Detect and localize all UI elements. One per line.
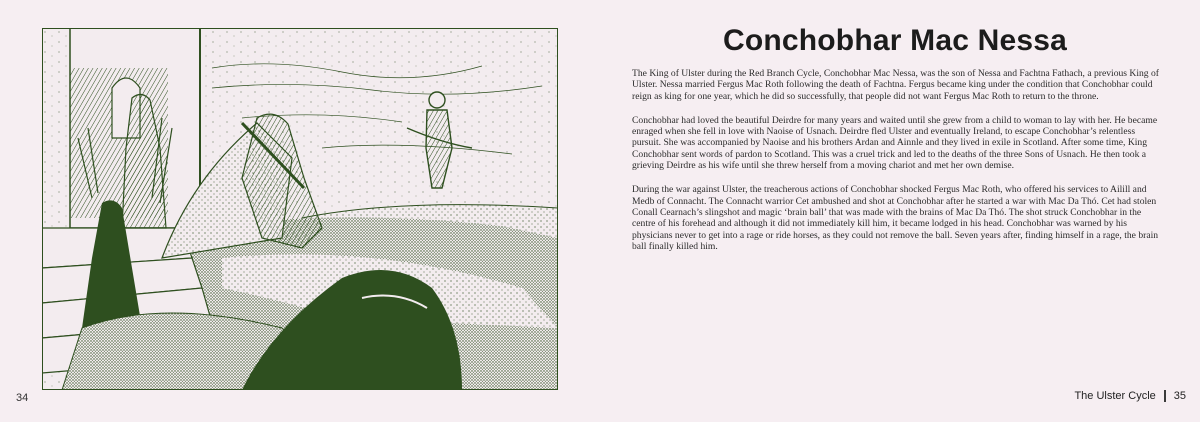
left-page-number: 34 <box>16 392 29 404</box>
footer-divider <box>1164 390 1166 402</box>
article-body <box>632 68 1164 265</box>
page-title: Conchobhar Mac Nessa <box>722 24 1068 57</box>
paragraph-1: The King of Ulster during the Red Branch Cycle, Conchobhar Mac Nessa, was the son of Nessa and Fachtna Fathach, a previous King of Ulster. Nessa married Fergus Mac Roth following the death of Fachtna. Fergus became king under the condition that Conchobhar could reign as king for one year, which he did so successfully, that people did not want Fergus Mac Roth to return to the throne. <box>632 68 1159 102</box>
running-footer <box>1074 390 1186 402</box>
paragraph-3: During the war against Ulster, the treacherous actions of Conchobhar shocked Fergus Mac Roth, who offered his services to Ailill and Medb of Connacht. The Connacht warrior Cet ambushed and shot at Conchobhar after he started a war with Mac Da Thó. Cet had stolen Conall Cearnach’s slingshot and magic ‘brain ball’ that was made with the brains of Mac Da Thó. The shot struck Conchobhar in the centre of his forehead and although it did not immediately kill him, it became lodged in his head. Conchobhar was warned by his physicians never to get into a rage or ride horses, as they could not remove the ball. Seven years after, finding himself in a rage, the brain ball finally killed him. <box>632 184 1159 252</box>
story-illustration <box>42 28 558 390</box>
paragraph-2: Conchobhar had loved the beautiful Deirdre for many years and waited until she grew from a child to woman to lay with her. He became enraged when she fell in love with Naoise of Usnach. Deirdre fled Ulster and eventually Ireland, to escape Conchobhar’s relentless pursuit. She was accompanied by Naoise and his brothers Ardan and Ainnle and they lived in exile in Scotland. After some time, King Conchobhar sent words of pardon to Scotland. This was a cruel trick and led to the deaths of the three Sons of Usnach. He then took a grieving Deirdre as his wife until she threw herself from a moving chariot and met her own demise. <box>632 114 1158 172</box>
section-title: The Ulster Cycle <box>1074 390 1156 402</box>
right-page-number: 35 <box>1173 390 1186 402</box>
